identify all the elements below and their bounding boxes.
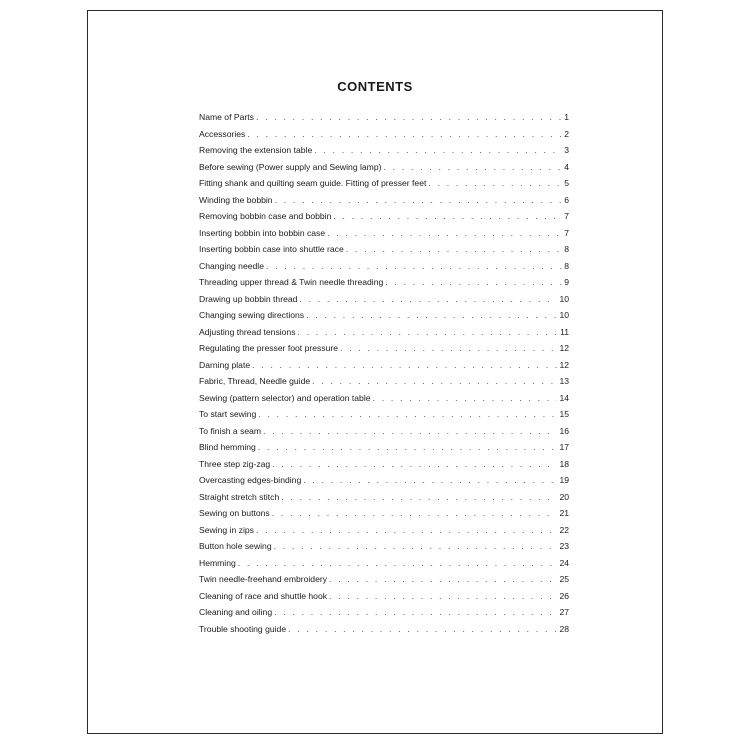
toc-entry-page-number: 3 [564, 145, 569, 155]
toc-entry [199, 327, 569, 344]
table-of-contents [199, 112, 569, 640]
toc-entry-title: Removing the extension table [199, 145, 313, 155]
toc-entry [199, 228, 569, 245]
toc-entry-page-number: 8 [564, 244, 569, 254]
toc-entry-page-number: 10 [559, 310, 569, 320]
dot-leader [346, 244, 562, 254]
toc-entry-page-number: 26 [559, 590, 569, 601]
toc-entry [199, 508, 569, 525]
dot-leader [329, 574, 557, 584]
toc-entry-page-number: 14 [559, 392, 569, 403]
dot-leader [312, 376, 557, 386]
toc-entry [199, 261, 569, 278]
toc-entry-page-number: 27 [559, 607, 569, 617]
dot-leader [314, 145, 562, 155]
toc-entry-page-number: 9 [564, 277, 569, 287]
toc-entry [199, 607, 569, 624]
toc-entry-title: Blind hemming [199, 442, 256, 452]
dot-leader [275, 195, 563, 205]
dot-leader [256, 112, 562, 122]
toc-entry-title: Adjusting thread tensions [199, 326, 296, 337]
toc-entry-title: Inserting bobbin case into shuttle race [199, 244, 344, 254]
toc-entry [199, 541, 569, 558]
toc-entry-title: Cleaning and oiling [199, 607, 273, 617]
toc-entry [199, 426, 569, 443]
toc-entry-page-number: 20 [559, 491, 569, 502]
toc-entry-page-number: 4 [564, 161, 569, 172]
toc-entry [199, 244, 569, 261]
toc-entry [199, 129, 569, 146]
toc-entry-page-number: 5 [564, 178, 569, 188]
dot-leader [256, 525, 558, 535]
toc-entry-title: Threading upper thread & Twin needle threading [199, 277, 384, 287]
toc-entry-page-number: 18 [559, 458, 569, 469]
toc-entry [199, 178, 569, 195]
toc-entry-page-number: 12 [559, 359, 569, 370]
toc-entry-title: Before sewing (Power supply and Sewing lamp) [199, 161, 382, 172]
toc-entry [199, 277, 569, 294]
toc-entry-title: Hemming [199, 557, 236, 568]
dot-leader [303, 475, 557, 485]
toc-entry [199, 574, 569, 591]
dot-leader [281, 492, 557, 502]
toc-entry-title: Regulating the presser foot pressure [199, 343, 339, 353]
toc-entry [199, 624, 569, 641]
toc-entry [199, 442, 569, 459]
toc-entry-page-number: 1 [564, 112, 569, 122]
toc-entry [199, 492, 569, 509]
toc-entry-page-number: 10 [559, 293, 569, 304]
dot-leader [266, 261, 562, 271]
toc-entry-page-number: 23 [559, 541, 569, 551]
toc-entry-page-number: 16 [559, 425, 569, 436]
toc-entry-title: Trouble shooting guide [199, 623, 287, 634]
toc-entry [199, 459, 569, 476]
toc-entry [199, 211, 569, 228]
toc-entry-page-number: 7 [564, 227, 569, 238]
toc-entry-title: Name of Parts [199, 112, 254, 122]
toc-entry-title: Inserting bobbin into bobbin case [199, 227, 326, 238]
dot-leader [238, 558, 558, 568]
toc-entry-title: To finish a seam [199, 425, 262, 436]
toc-entry-title: Twin needle-freehand embroidery [199, 574, 328, 584]
toc-entry-page-number: 2 [564, 128, 569, 139]
toc-entry [199, 376, 569, 393]
dot-leader [263, 426, 557, 436]
dot-leader [258, 409, 557, 419]
contents-heading: CONTENTS [337, 79, 413, 94]
toc-entry [199, 558, 569, 575]
toc-entry-page-number: 6 [564, 194, 569, 205]
dot-leader [274, 607, 557, 617]
dot-leader [327, 228, 562, 238]
toc-entry [199, 294, 569, 311]
toc-entry-title: Overcasting edges-binding [199, 475, 302, 485]
toc-entry-page-number: 7 [564, 211, 569, 221]
dot-leader [373, 393, 558, 403]
toc-entry [199, 360, 569, 377]
toc-entry-title: Cleaning of race and shuttle hook [199, 590, 328, 601]
dot-leader [383, 162, 562, 172]
toc-entry-page-number: 13 [559, 376, 569, 386]
dot-leader [272, 459, 557, 469]
toc-entry-title: Straight stretch stitch [199, 491, 280, 502]
toc-entry-title: To start sewing [199, 409, 257, 419]
dot-leader [298, 327, 559, 337]
toc-entry-page-number: 22 [559, 524, 569, 535]
toc-entry [199, 112, 569, 129]
toc-entry [199, 343, 569, 360]
dot-leader [385, 277, 562, 287]
dot-leader [252, 360, 557, 370]
dot-leader [247, 129, 562, 139]
toc-entry-title: Accessories [199, 128, 246, 139]
toc-entry-page-number: 28 [559, 623, 569, 634]
toc-entry-page-number: 19 [559, 475, 569, 485]
dot-leader [329, 591, 557, 601]
dot-leader [274, 541, 558, 551]
toc-entry [199, 591, 569, 608]
toc-entry [199, 310, 569, 327]
toc-entry-title: Fitting shank and quilting seam guide. Fitting of presser feet [199, 178, 427, 188]
toc-entry-title: Changing sewing directions [199, 310, 305, 320]
toc-entry-title: Sewing in zips [199, 524, 254, 535]
toc-entry-title: Winding the bobbin [199, 194, 273, 205]
toc-entry-title: Sewing (pattern selector) and operation table [199, 392, 371, 403]
toc-entry-title: Button hole sewing [199, 541, 272, 551]
toc-entry-title: Drawing up bobbin thread [199, 293, 298, 304]
toc-entry-page-number: 17 [559, 442, 569, 452]
toc-entry-page-number: 12 [559, 343, 569, 353]
dot-leader [288, 624, 557, 634]
toc-entry-title: Removing bobbin case and bobbin [199, 211, 332, 221]
toc-entry-title: Changing needle [199, 260, 264, 271]
dot-leader [299, 294, 557, 304]
toc-entry [199, 195, 569, 212]
toc-entry-page-number: 15 [559, 409, 569, 419]
dot-leader [258, 442, 558, 452]
dot-leader [428, 178, 562, 188]
toc-entry-title: Fabric, Thread, Needle guide [199, 376, 311, 386]
toc-entry-page-number: 25 [559, 574, 569, 584]
dot-leader [340, 343, 557, 353]
toc-entry [199, 525, 569, 542]
toc-entry-page-number: 21 [559, 508, 569, 518]
toc-entry [199, 393, 569, 410]
toc-entry [199, 162, 569, 179]
toc-entry [199, 475, 569, 492]
dot-leader [272, 508, 558, 518]
toc-entry-title: Sewing on buttons [199, 508, 270, 518]
toc-entry-page-number: 8 [564, 260, 569, 271]
dot-leader [306, 310, 557, 320]
toc-entry-page-number: 11 [560, 326, 569, 337]
toc-entry [199, 409, 569, 426]
toc-entry-page-number: 24 [559, 557, 569, 568]
toc-entry [199, 145, 569, 162]
toc-entry-title: Darning plate [199, 359, 251, 370]
dot-leader [333, 211, 562, 221]
toc-entry-title: Three step zig-zag [199, 458, 271, 469]
